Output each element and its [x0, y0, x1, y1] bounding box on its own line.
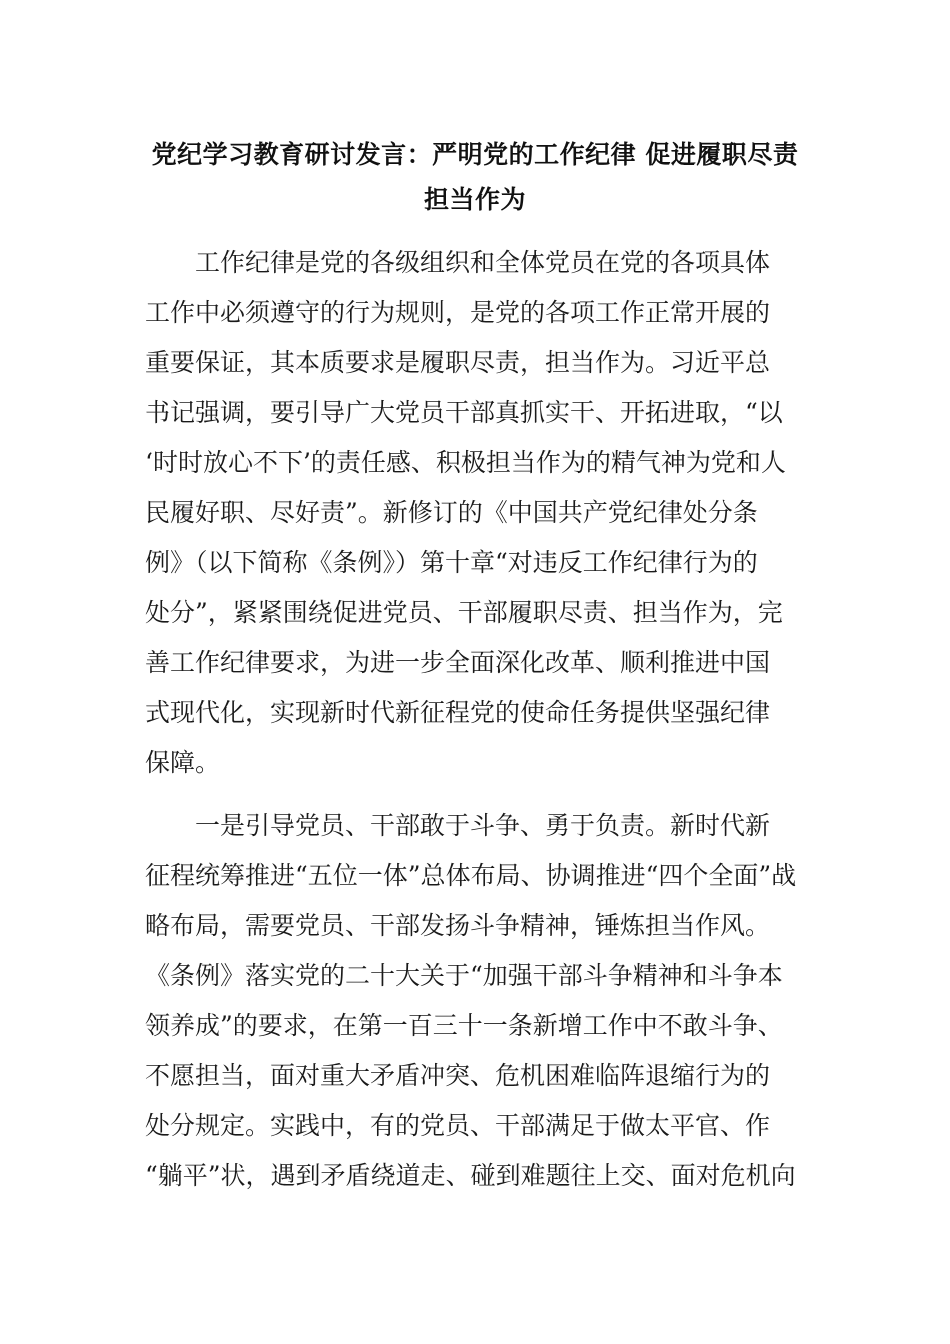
- paragraph-point-one: [145, 801, 805, 1201]
- text-line: 处分”，紧紧围绕促进党员、干部履职尽责、担当作为，完: [145, 598, 783, 627]
- text-line: 例》（以下简称《条例》）第十章“对违反工作纪律行为的: [145, 548, 758, 577]
- text-line: 民履好职、尽好责”。新修订的《中国共产党纪律处分条: [145, 498, 758, 527]
- text-line: “躺平”状，遇到矛盾绕道走、碰到难题往上交、面对危机向: [145, 1161, 796, 1190]
- text-line: 工作中必须遵守的行为规则，是党的各项工作正常开展的: [145, 298, 771, 327]
- text-line: 一是引导党员、干部敢于斗争、勇于负责。新时代新: [195, 811, 771, 840]
- text-line: 略布局，需要党员、干部发扬斗争精神，锤炼担当作风。: [145, 911, 771, 940]
- paragraph-intro: [145, 238, 805, 788]
- document-title: [120, 132, 830, 222]
- title-line: 党纪学习教育研讨发言：严明党的工作纪律 促进履职尽责: [151, 140, 799, 169]
- text-line: 善工作纪律要求，为进一步全面深化改革、顺利推进中国: [145, 648, 771, 677]
- text-line: 保障。: [145, 748, 221, 777]
- text-line: 领养成”的要求，在第一百三十一条新增工作中不敢斗争、: [145, 1011, 783, 1040]
- title-line: 担当作为: [423, 185, 526, 214]
- text-line: 重要保证，其本质要求是履职尽责，担当作为。习近平总: [145, 348, 771, 377]
- text-line: 式现代化，实现新时代新征程党的使命任务提供坚强纪律: [145, 698, 771, 727]
- text-line: ‘时时放心不下’的责任感、积极担当作为的精气神为党和人: [145, 448, 786, 477]
- text-line: 工作纪律是党的各级组织和全体党员在党的各项具体: [195, 248, 771, 277]
- text-line: 书记强调，要引导广大党员干部真抓实干、开拓进取，“以: [145, 398, 783, 427]
- text-line: 处分规定。实践中，有的党员、干部满足于做太平官、作: [145, 1111, 771, 1140]
- text-line: 不愿担当，面对重大矛盾冲突、危机困难临阵退缩行为的: [145, 1061, 771, 1090]
- text-line: 征程统筹推进“五位一体”总体布局、协调推进“四个全面”战: [145, 861, 797, 890]
- text-line: 《条例》落实党的二十大关于“加强干部斗争精神和斗争本: [145, 961, 783, 990]
